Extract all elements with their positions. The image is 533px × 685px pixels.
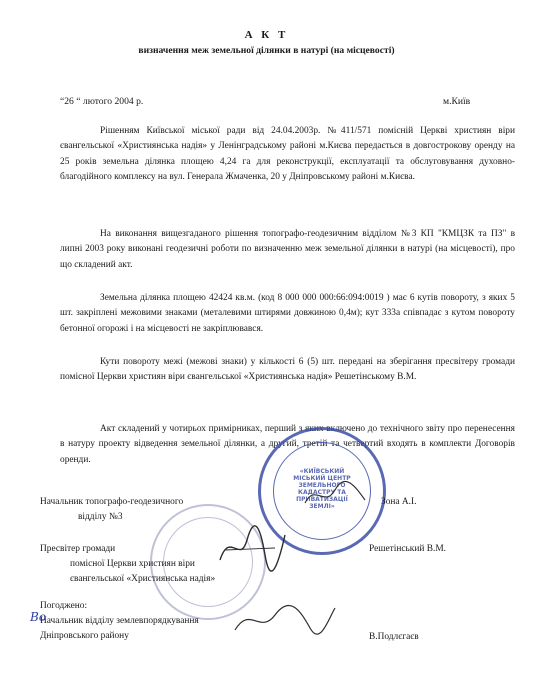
sign2-position-line1: Пресвітер громади	[40, 544, 116, 554]
sign2-position-line2: помісної Церкви християн віри	[70, 559, 195, 569]
handwritten-mark: Во	[30, 610, 47, 624]
sign2-position-line3: євангельської «Християнська надія»	[70, 574, 216, 584]
document-title: А К Т	[244, 29, 289, 41]
sign3-position-line2: Дніпровського району	[40, 631, 129, 641]
signature-scribble-pastor	[215, 520, 295, 575]
sign2-name: Решетінський В.М.	[369, 544, 446, 554]
sign1-position-line2: відділу №3	[78, 512, 123, 522]
sign3-name: В.Подлєгаєв	[369, 632, 419, 642]
sign1-position-line1: Начальник топографо-геодезичного	[40, 497, 184, 507]
sign3-agreed: Погоджено:	[40, 601, 88, 611]
document-date: “26 “ лютого 2004 р.	[60, 96, 144, 107]
sign1-name: Зона А.І.	[381, 497, 417, 507]
paragraph-boundary-marks: Кути повороту межі (межові знаки) у кількості 6 (5) шт. передані на зберігання пресвітеру громади помісної Церкви християн віри євангельської «Християнська надія» Решетінському В.М.	[60, 357, 515, 383]
sign3-position-line1: Начальник відділу землевпорядкування	[40, 616, 199, 626]
paragraph-land-plot: Земельна ділянка площею 42424 кв.м. (код 8 000 000 000:66:094:0019 ) має 6 кутів повороту, з яких 5 шт. закріплені межовими знаками (металевими штирями довжиною 0,4м); кут 333а співпадає з кутом повороту бетонної огорожі і на місцевості не закріплювався.	[60, 293, 515, 334]
paragraph-geodetic-works: На виконання вищезгаданого рішення топографо-геодезичним відділом №3 КП "КМЦЗК та ПЗ" в липні 2003 року виконані геодезичні роботи по визначенню меж земельної ділянки в натурі (на місцевості), про що складений акт.	[60, 229, 515, 270]
signature-scribble-head	[230, 600, 340, 640]
seal-text: «КИЇВСЬКИЙ МІСЬКИЙ ЦЕНТР ЗЕМЕЛЬНОГО КАДАСТРУ ТА ПРИВАТИЗАЦІЇ ЗЕМЛІ»	[293, 468, 351, 510]
document-subtitle: визначення меж земельної ділянки в натурі (на місцевості)	[138, 45, 395, 56]
document-city: м.Київ	[443, 96, 471, 107]
paragraph-copies: Акт складений у чотирьох примірниках, перший з яких включено до технічного звіту про перенесення в натуру проекту відведення земельної ділянки, а другий, третій та четвертий входять в комплекти Договорів оренди.	[60, 424, 515, 465]
paragraph-decision: Рішенням Київської міської ради від 24.04.2003р. №411/571 помісній Церкві християн віри євангельської «Християнська надія» у Ленінградському районі м.Києва передається в довгострокову оренду на 25 років земельна ділянка площею 4,24 га для реконструкції, експлуатації та обслуговування духовно-благодійного комплексу на вул. Генерала Жмаченка, 20 у Дніпровському районі м.Києва.	[60, 126, 515, 182]
signature-scribble-surveyor	[300, 478, 370, 514]
